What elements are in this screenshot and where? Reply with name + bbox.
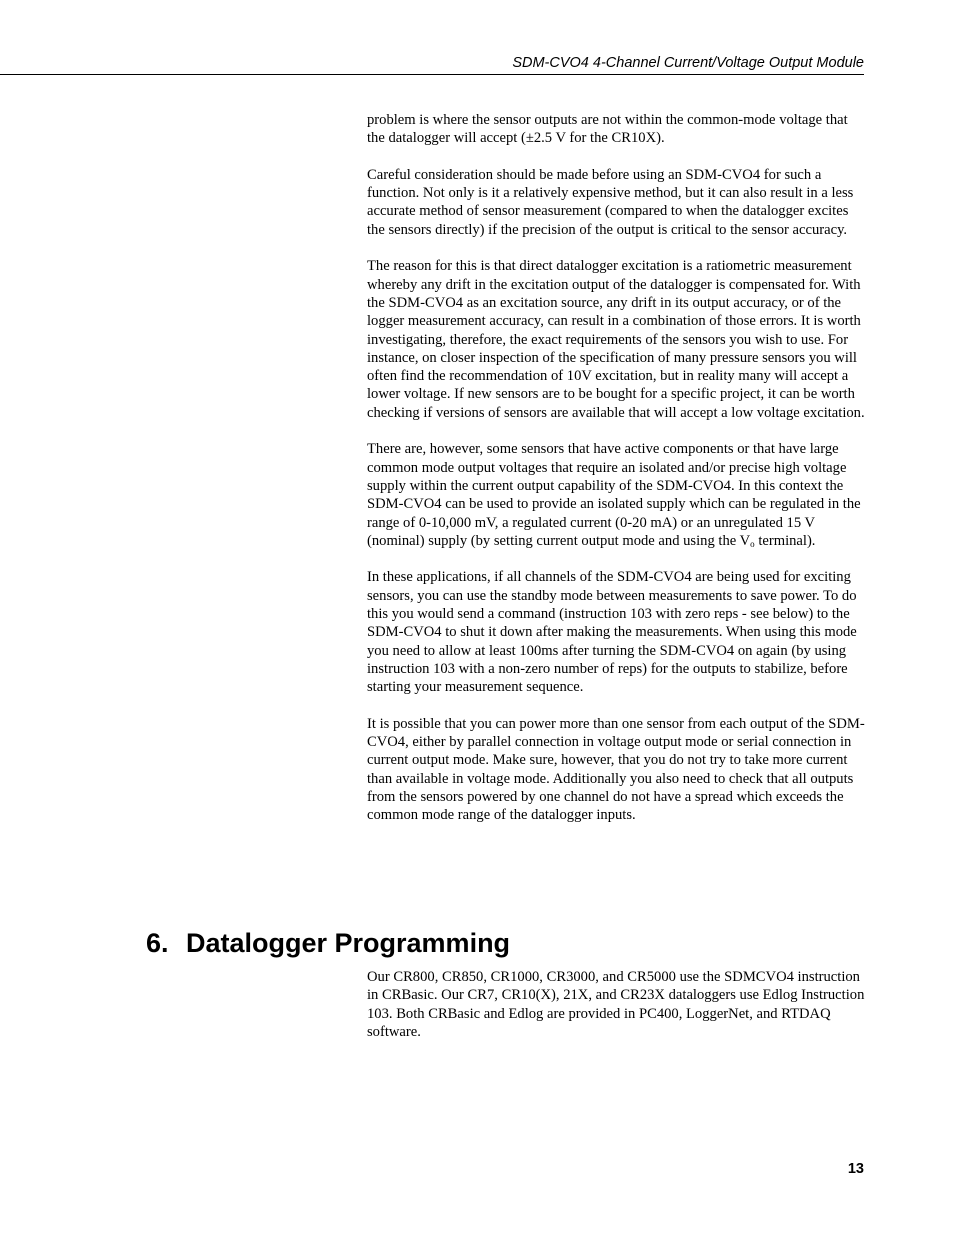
section-number: 6. — [146, 928, 169, 958]
subscript-o: o — [750, 538, 755, 549]
paragraph: The reason for this is that direct datalogger excitation is a ratiometric measurement whereby any drift in the excitation output of the datalogger is compensated for. With the SDM-CVO4 as an excitation source, any drift in its output accuracy, or of the logger measurement accuracy, can result in a combination of those errors. It is worth investigating, therefore, the exact requirements of the sensors you wish to use. For instance, on closer inspection of the specification of many pressure sensors you will often find the recommendation of 10V excitation, but in reality many will accept a lower voltage. If new sensors are to be bought for a specific project, it can be worth checking if versions of sensors are available that will accept a low voltage excitation. — [367, 258, 865, 421]
paragraph-text: terminal). — [754, 532, 816, 549]
paragraph: Careful consideration should be made before using an SDM-CVO4 for such a function. Not only is it a relatively expensive method, but it can also result in a less accurate method of sensor measurement (compared to when the datalogger excites the sensors directly) if the precision of the output is critical to the sensor accuracy. — [367, 166, 854, 238]
paragraph: It is possible that you can power more than one sensor from each output of the SDM-CVO4, either by parallel connection in voltage output mode or serial connection in current output mode. Make sure, however, that you do not try to take more current than available in voltage mode. Additionally you also need to check that all outputs from the sensors powered by one channel do not have a spread which exceeds the common mode range of the datalogger inputs. — [367, 715, 865, 824]
section-title: Datalogger Programming — [186, 928, 511, 958]
page-number: 13 — [847, 1161, 864, 1177]
section-heading — [146, 925, 510, 961]
paragraph — [367, 440, 867, 550]
section-paragraph: Our CR800, CR850, CR1000, CR3000, and CR5000 use the SDMCVO4 instruction in CRBasic. Our CR7, CR10(X), 21X, and CR23X dataloggers use Edlog Instruction 103. Both CRBasic and Edlog are provided in PC400, LoggerNet, and RTDAQ software. — [367, 969, 865, 1040]
running-header: SDM-CVO4 4-Channel Current/Voltage Output Module — [512, 55, 864, 71]
body-text — [367, 111, 867, 843]
paragraph: In these applications, if all channels of the SDM-CVO4 are being used for exciting sensors, you can use the standby mode between measurements to save power. To do this you would send a command (instruction 103 with zero reps - see below) to the SDM-CVO4 to shut it down after making the measurements. When using this mode you need to allow at least 100ms after turning the SDM-CVO4 on again (by using instruction 103 with a non-zero number of reps) for the outputs to stabilize, before starting your measurement sequence. — [367, 569, 857, 696]
header-rule — [0, 74, 864, 75]
paragraph: problem is where the sensor outputs are not within the common-mode voltage that the datalogger will accept (±2.5 V for the CR10X). — [367, 112, 848, 147]
paragraph-text: There are, however, some sensors that have active components or that have large common mode output voltages that require an isolated and/or precise high voltage supply within the current output capability of the SDM-CVO4. In this context the SDM-CVO4 can be used to provide an isolated supply which can be regulated in the range of 0-10,000 mV, a regulated current (0-20 mA) or an unregulated 15 V (nominal) supply (by setting current output mode and using the V — [367, 441, 861, 549]
